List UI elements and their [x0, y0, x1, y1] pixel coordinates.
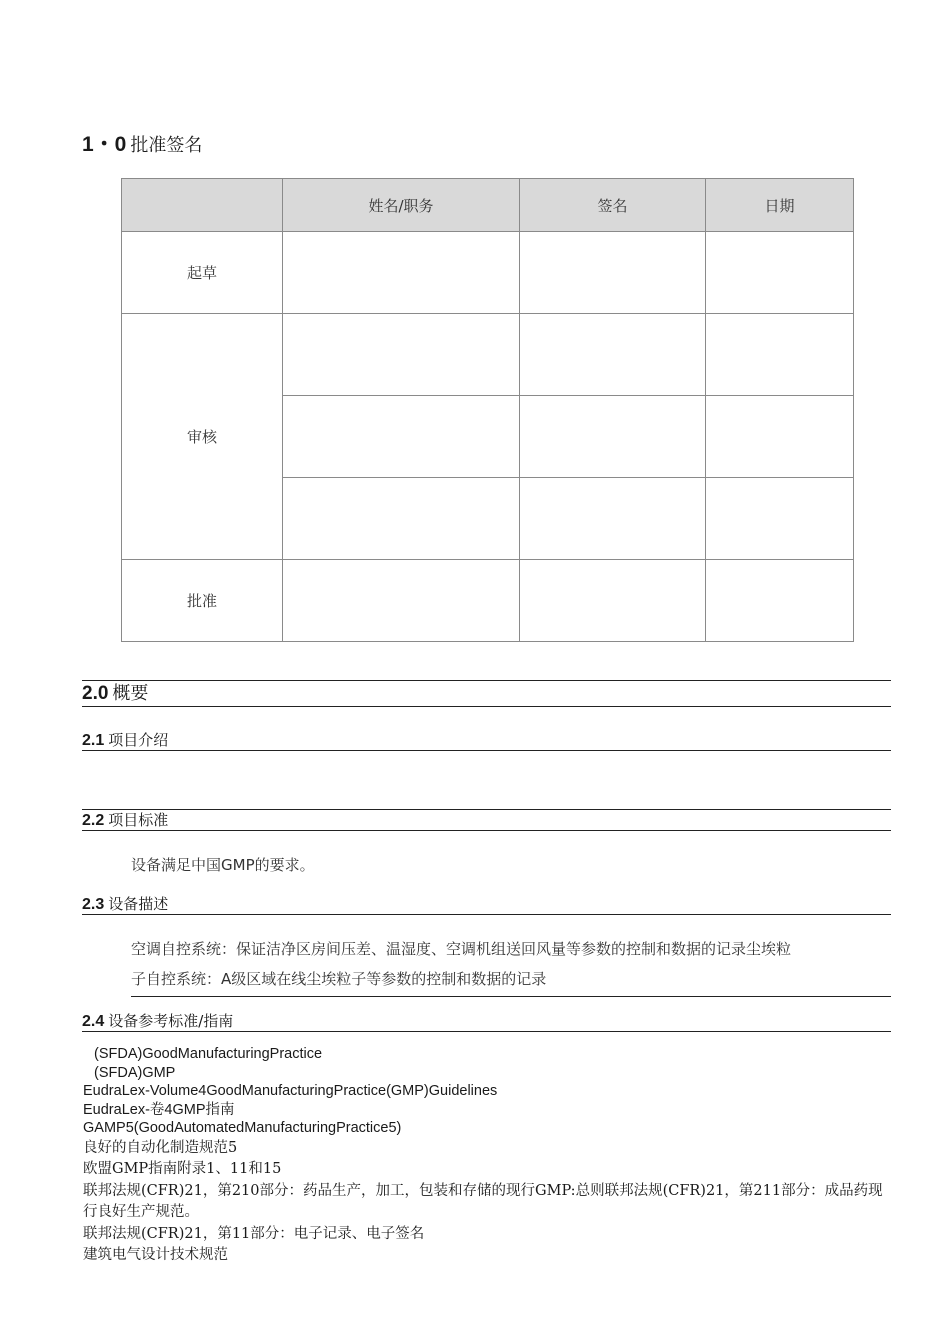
reference-item: EudraLex-Volume4GoodManufacturingPractice(GMP)Guidelines — [83, 1083, 498, 1099]
approve-name-cell[interactable] — [283, 560, 520, 642]
row-label-draft: 起草 — [122, 232, 283, 314]
standard-text: 设备满足中国GMP的要求。 — [131, 856, 315, 874]
review-1-signature-cell[interactable] — [520, 314, 706, 396]
table-row-approve — [122, 560, 854, 642]
table-row-draft — [122, 232, 854, 314]
header-blank-cell — [122, 179, 283, 232]
section-2-1-title: 项目介绍 — [108, 731, 169, 749]
approval-signature-table — [121, 178, 854, 642]
reference-item: 联邦法规(CFR)21，第11部分：电子记录、电子签名 — [83, 1225, 425, 1242]
row-label-review: 审核 — [122, 314, 283, 560]
review-1-date-cell[interactable] — [706, 314, 854, 396]
review-2-date-cell[interactable] — [706, 396, 854, 478]
section-2-title: 概要 — [112, 683, 149, 704]
review-2-name-cell[interactable] — [283, 396, 520, 478]
review-3-date-cell[interactable] — [706, 478, 854, 560]
reference-item: GAMP5(GoodAutomatedManufacturingPractice5) — [83, 1120, 402, 1136]
reference-list — [83, 1045, 893, 1267]
reference-item: 良好的自动化制造规范5 — [83, 1139, 238, 1156]
section-2-2-title: 项目标准 — [108, 811, 169, 829]
reference-item: 欧盟GMP指南附录1、11和15 — [83, 1161, 282, 1177]
approve-signature-cell[interactable] — [520, 560, 706, 642]
section-2-3-heading — [82, 894, 891, 915]
draft-name-cell[interactable] — [283, 232, 520, 314]
section-2-4-heading — [82, 1011, 891, 1032]
review-3-signature-cell[interactable] — [520, 478, 706, 560]
section-2-2-heading — [82, 809, 891, 831]
section-2-heading — [82, 680, 891, 707]
section-2-1-number: 2.1 — [82, 732, 105, 749]
section-2-3-title: 设备描述 — [108, 895, 169, 913]
section-2-1-heading — [82, 730, 891, 751]
section-2-4-number: 2.4 — [82, 1013, 105, 1030]
section-1-heading — [82, 128, 202, 156]
table-header-row — [122, 179, 854, 232]
review-3-name-cell[interactable] — [283, 478, 520, 560]
draft-signature-cell[interactable] — [520, 232, 706, 314]
reference-item: EudraLex-卷4GMP指南 — [83, 1101, 235, 1118]
section-2-2-number: 2.2 — [82, 812, 105, 829]
section-1-title: 批准签名 — [130, 135, 203, 156]
reference-item: (SFDA)GMP — [94, 1064, 176, 1081]
header-name-title: 姓名/职务 — [283, 179, 520, 232]
row-label-approve: 批准 — [122, 560, 283, 642]
equipment-description — [131, 934, 891, 997]
reference-item: 联邦法规(CFR)21，第210部分：药品生产，加工，包装和存储的现行GMP:总则联邦法规(CFR)21，第211部分：成品药现行良好生产规范。 — [83, 1182, 883, 1220]
header-signature: 签名 — [520, 179, 706, 232]
review-1-name-cell[interactable] — [283, 314, 520, 396]
section-2-4-title: 设备参考标准/指南 — [108, 1012, 234, 1030]
section-2-number: 2.0 — [82, 683, 109, 704]
table-row-review — [122, 314, 854, 396]
section-1-number: 1・0 — [82, 133, 127, 156]
section-2-3-number: 2.3 — [82, 896, 105, 913]
description-line-1: 空调自控系统：保证洁净区房间压差、温湿度、空调机组送回风量等参数的控制和数据的记录尘埃粒 — [131, 940, 792, 958]
approve-date-cell[interactable] — [706, 560, 854, 642]
reference-item: 建筑电气设计技术规范 — [83, 1247, 228, 1263]
review-2-signature-cell[interactable] — [520, 396, 706, 478]
draft-date-cell[interactable] — [706, 232, 854, 314]
header-date: 日期 — [706, 179, 854, 232]
reference-item: (SFDA)GoodManufacturingPractice — [94, 1046, 323, 1062]
description-line-2: 子自控系统：A级区域在线尘埃粒子等参数的控制和数据的记录 — [131, 970, 547, 988]
